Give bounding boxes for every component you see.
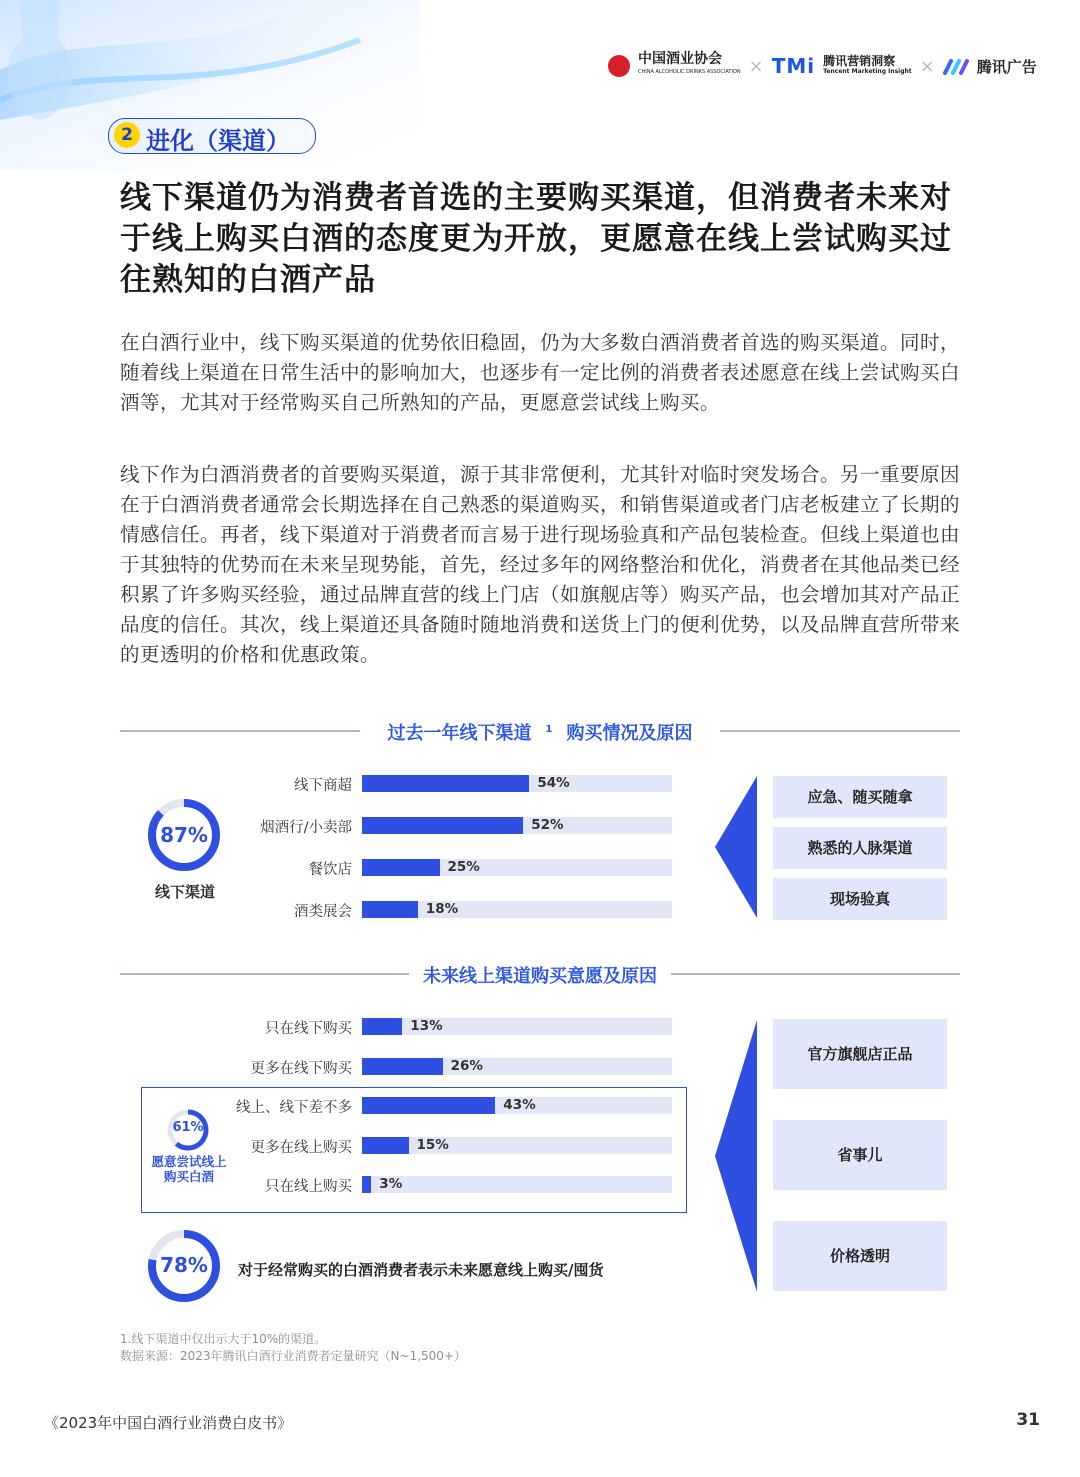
bar	[362, 859, 440, 876]
chart1-header	[120, 719, 960, 743]
bar-value-label: 26%	[450, 1057, 483, 1074]
chart2-reason: 官方旗舰店正品	[773, 1019, 947, 1089]
bar-category-label: 更多在线上购买	[250, 1139, 352, 1156]
bar-value-label: 54%	[537, 775, 570, 791]
separator-x: ×	[919, 55, 935, 77]
body-paragraph: 线下作为白酒消费者的首要购买渠道，源于其非常便利，尤其针对临时突发场合。另一重要原因在于白酒消费者通常会长期选择在自己熟悉的渠道购买，和销售渠道或者门店老板建立了长期的情感信任。再者，线下渠道对于消费者而言易于进行现场验真和产品包装检查。但线上渠道也由于其独特的优势而在未来呈现势能，首先，经过多年的网络整治和优化，消费者在其他品类已经积累了许多购买经验，通过品牌直营的线上门店（如旗舰店等）购买产品，也会增加其对产品正品度的信任。其次，线上渠道还具备随时随地消费和送货上门的便利优势，以及品牌直营所带来的更透明的价格和优惠政策。	[120, 463, 961, 666]
tencent-ads-logo-icon	[943, 57, 969, 75]
bar-category-label: 线下商超	[294, 778, 352, 794]
bar-category-label: 餐饮店	[308, 862, 352, 878]
bar	[362, 775, 529, 792]
bar	[362, 1176, 371, 1193]
bar-category-label: 线上、线下差不多	[236, 1100, 352, 1116]
bar-value-label: 52%	[531, 817, 564, 833]
bar-track	[362, 1018, 672, 1035]
bar	[362, 1058, 443, 1075]
chart2-arrow-shape	[715, 1020, 757, 1292]
chart2-title: 未来线上渠道购买意愿及原因	[409, 966, 671, 987]
online-willing-caption: 愿意尝试线上购买白酒	[151, 1154, 227, 1184]
bar-category-label: 只在线下购买	[265, 1021, 352, 1037]
bar-category-label: 烟酒行/小卖部	[260, 820, 352, 836]
bar-track	[362, 1176, 672, 1193]
bar-value-label: 18%	[425, 901, 459, 917]
chart1-reason: 现场验真	[773, 878, 947, 920]
bar-track	[362, 1097, 672, 1114]
logo1-name: 中国酒业协会	[638, 51, 722, 67]
chart2-bars	[150, 1018, 680, 1208]
section-number: 2	[114, 122, 140, 148]
bar-track	[362, 817, 672, 834]
document-title-footer: 《2023年中国白酒行业消费白皮书》	[44, 1414, 293, 1432]
bar-category-label: 酒类展会	[294, 904, 352, 920]
logo2-name: 腾讯营销洞察	[823, 53, 896, 68]
chart2-reason: 省事儿	[773, 1120, 947, 1190]
separator-x: ×	[748, 55, 764, 77]
chart1-arrow-shape	[715, 776, 757, 918]
offline-share-caption: 线下渠道	[154, 883, 215, 901]
bar-category-label: 更多在线下购买	[250, 1060, 352, 1077]
chart1-title-suffix: 购买情况及原因	[552, 723, 706, 744]
bar-value-label: 43%	[503, 1097, 536, 1113]
tmi-logo-icon: TMi	[771, 54, 816, 78]
chart1-reason: 应急、随买随拿	[773, 776, 947, 818]
body-paragraph: 在白酒行业中，线下购买渠道的优势依旧稳固，仍为大多数白酒消费者首选的购买渠道。同时，随着线上渠道在日常生活中的影响加大，也逐步有一定比例的消费者表述愿意在线上尝试购买白酒等，尤其对于经常购买自己所熟知的产品，更愿意尝试线上购买。	[120, 331, 961, 414]
bar-track	[362, 859, 672, 876]
page-headline: 线下渠道仍为消费者首选的主要购买渠道，但消费者未来对于线上购买白酒的态度更为开放，更愿意在线上尝试购买过往熟知的白酒产品	[120, 180, 952, 298]
chart1-bars	[150, 775, 680, 925]
chart1-title-footnote-mark: 1	[545, 724, 553, 735]
chart1-reason: 熟悉的人脉渠道	[773, 827, 947, 869]
bar	[362, 1018, 402, 1035]
chart1-title: 过去一年线下渠道	[374, 723, 546, 744]
bar-category-label: 只在线上购买	[265, 1179, 352, 1195]
footnote: 1.线下渠道中仅出示大于10%的渠道。	[120, 1332, 327, 1346]
logo3-name: 腾讯广告	[976, 57, 1037, 76]
frequent-buyer-caption: 对于经常购买的白酒消费者表示未来愿意线上购买/囤货	[238, 1261, 604, 1279]
section-title: 进化（渠道）	[146, 127, 290, 155]
bar-track	[362, 901, 672, 918]
online-willing-value: 61%	[172, 1120, 204, 1135]
offline-share-value: 87%	[160, 823, 208, 847]
chart2-header	[120, 962, 960, 986]
section-tag	[108, 118, 318, 154]
logo2-subtitle: Tencent Marketing Insight	[823, 67, 912, 75]
partner-logos	[608, 50, 1048, 82]
bar	[362, 901, 418, 918]
bar	[362, 1137, 409, 1154]
page-number: 31	[1016, 1410, 1040, 1430]
data-source-note: 数据来源：2023年腾讯白酒行业消费者定量研究（N~1,500+）	[120, 1349, 466, 1363]
bar	[362, 817, 523, 834]
logo1-subtitle: CHINA ALCOHOLIC DRINKS ASSOCIATION	[638, 69, 741, 75]
bar-value-label: 3%	[379, 1176, 403, 1192]
bar-track	[362, 1058, 672, 1075]
bar-track	[362, 1137, 672, 1154]
bar	[362, 1097, 495, 1114]
bar-value-label: 15%	[416, 1136, 449, 1153]
chart2-reason: 价格透明	[773, 1221, 947, 1291]
frequent-buyer-value: 78%	[160, 1253, 208, 1277]
bar-value-label: 13%	[410, 1018, 443, 1034]
bar-track	[362, 775, 672, 792]
china-alcoholic-drinks-association-logo-icon	[608, 55, 630, 77]
bar-value-label: 25%	[447, 859, 480, 875]
